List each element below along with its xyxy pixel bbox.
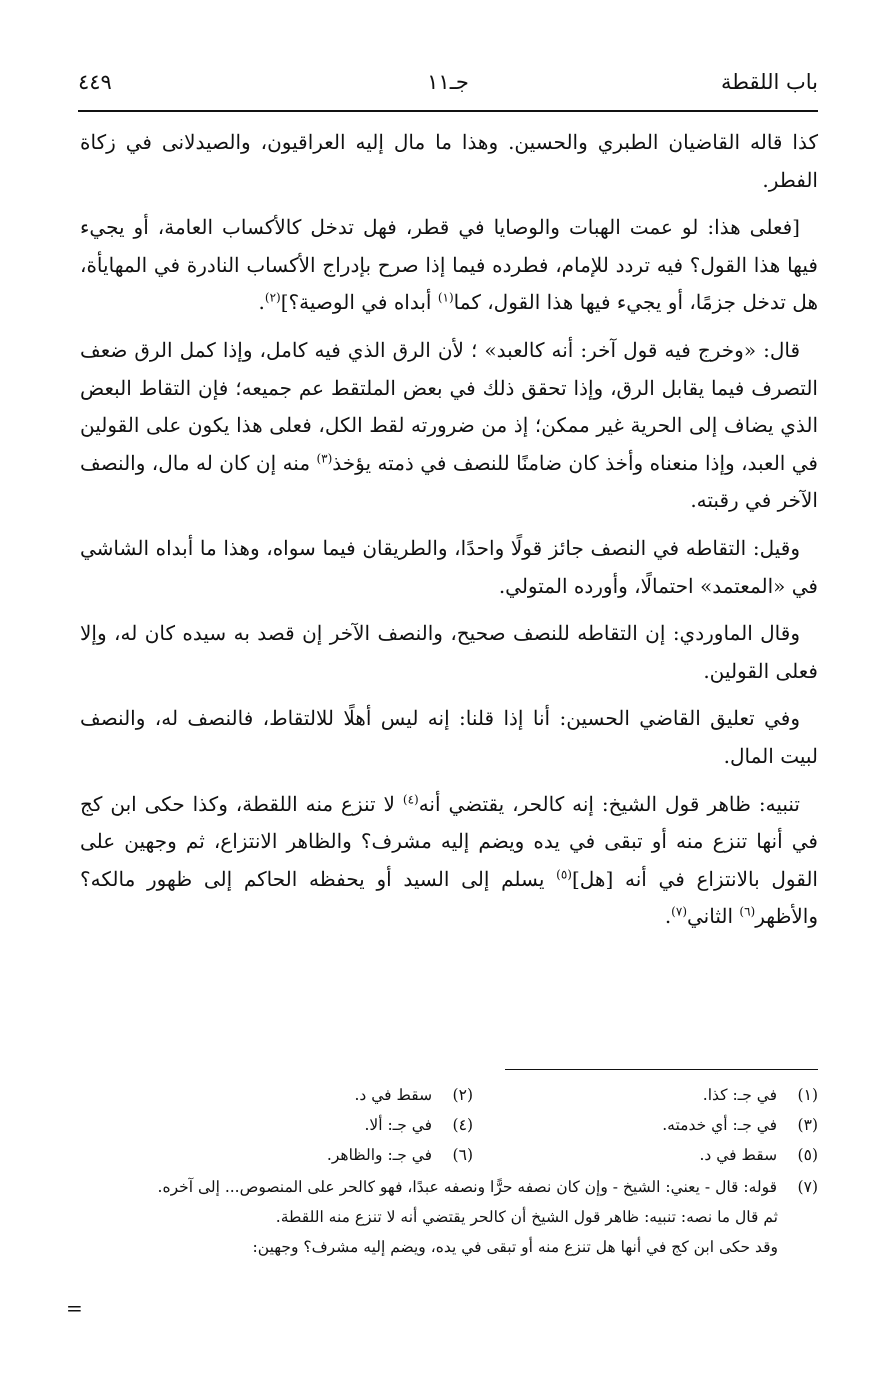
paragraph-1: كذا قاله القاضيان الطبري والحسين. وهذا ما مال إليه العراقيون، والصيدلانى في زكاة الفطر. xyxy=(80,130,818,192)
footnote-1: (١) في جـ: كذا. xyxy=(702,1086,818,1104)
footnote-ref-2[interactable]: (٢) xyxy=(264,290,281,305)
paragraph-3: قال: «وخرج فيه قول آخر: أنه كالعبد» ؛ لأن الرق الذي فيه كامل، وإذا كمل الرق ضعف التصرف فيما يقابل الرق، وإذا تحقق ذلك في بعض الملتقط عم جميعه؛ فإن التقاط البعض الذي يضاف إلى الحرية غير ممكن؛ إذ من ضرورته لقط الكل، فعلى هذا يكون على القولين في العبد، وإذا منعناه وأخذ كان ضامنًا للنصف في ذمته يؤخذ$^{(٣)}$ منه إن كان له مال، والنصف الآخر في رقبته. xyxy=(80,337,818,513)
paragraph-7: تنبيه: ظاهر قول الشيخ: إنه كالحر، يقتضي أنه$^{(٤)}$ لا تنزع منه اللقطة، وكذا حكى ابن كج في أنها تنزع منه أو تبقى في يده ويضم إليه مشرف؟ والظاهر الانتزاع، ثم وجهين على القول بالانتزاع في أنه [هل]$^{(٥)}$ يسلم إلى السيد أو يحفظه الحاكم إلى ظهور مالكه؟ والأظهر$^{(٦)}$ الثاني$^{(٧)}$. xyxy=(80,791,818,929)
footnote-rule xyxy=(505,1069,818,1070)
footnote-6: (٦) في جـ: والظاهر. xyxy=(326,1146,473,1164)
footnotes-short xyxy=(100,1080,818,1170)
footnote-7 xyxy=(100,1172,818,1262)
footnote-ref-3[interactable]: (٣) xyxy=(316,451,333,466)
footnote-2: (٢) سقط في د. xyxy=(354,1086,473,1104)
page-number: ٤٤٩ xyxy=(78,70,112,94)
chapter-title: باب اللقطة xyxy=(721,70,818,94)
running-header xyxy=(78,62,818,102)
footnote-7-line-1: (٧) قوله: قال - يعني: الشيخ - وإن كان نصفه حرًّا ونصفه عبدًا، فهو كالحر على المنصوص... إلى آخره. xyxy=(157,1178,818,1196)
main-text xyxy=(80,124,818,946)
footnote-5: (٥) سقط في د. xyxy=(699,1146,818,1164)
footnote-ref-5[interactable]: (٥) xyxy=(556,867,572,882)
footnote-4: (٤) في جـ: ألا. xyxy=(364,1116,473,1134)
paragraph-2: [فعلى هذا: لو عمت الهبات والوصايا في قطر، فهل تدخل كالأكساب العامة، أو يجيء فيها هذا القول؟ فيه تردد للإمام، فطرده فيما إذا صرح بإدراج الأكساب النادرة في المهايأة، هل تدخل جزمًا، أو يجيء فيها هذا القول، كما$^{(١)}$ أبداه في الوصية؟]$^{(٢)}$. xyxy=(80,215,818,315)
footnote-row xyxy=(100,1080,818,1110)
paragraph-4: وقيل: التقاطه في النصف جائز قولًا واحدًا، والطريقان فيما سواه، وهذا ما أبداه الشاشي في «المعتمد» احتمالًا، وأورده المتولي. xyxy=(80,535,818,598)
footnote-ref-1[interactable]: (١) xyxy=(437,290,454,305)
volume-label: جـ١١ xyxy=(427,70,469,94)
footnote-ref-7[interactable]: (٧) xyxy=(671,904,687,919)
paragraph-5: وقال الماوردي: إن التقاطه للنصف صحيح، والنصف الآخر إن قصد به سيده كان له، وإلا فعلى القولين. xyxy=(80,621,818,683)
header-rule xyxy=(78,110,818,112)
footnote-3: (٣) في جـ: أي خدمته. xyxy=(662,1116,818,1134)
continuation-mark: = xyxy=(66,1296,83,1320)
footnote-ref-6[interactable]: (٦) xyxy=(739,904,756,919)
footnote-7-line-2: ثم قال ما نصه: تنبيه: ظاهر قول الشيخ أن كالحر يقتضي أنه لا تنزع منه اللقطة. xyxy=(275,1208,778,1226)
paragraph-6: وفي تعليق القاضي الحسين: أنا إذا قلنا: إنه ليس أهلًا للالتقاط، فالنصف له، والنصف لبيت المال. xyxy=(80,706,818,768)
footnote-ref-4[interactable]: (٤) xyxy=(402,791,419,806)
footnote-row xyxy=(100,1110,818,1140)
footnote-row xyxy=(100,1140,818,1170)
footnote-7-line-3: وقد حكى ابن كج في أنها هل تنزع منه أو تبقى في يده، ويضم إليه مشرف؟ وجهين: xyxy=(252,1238,778,1256)
